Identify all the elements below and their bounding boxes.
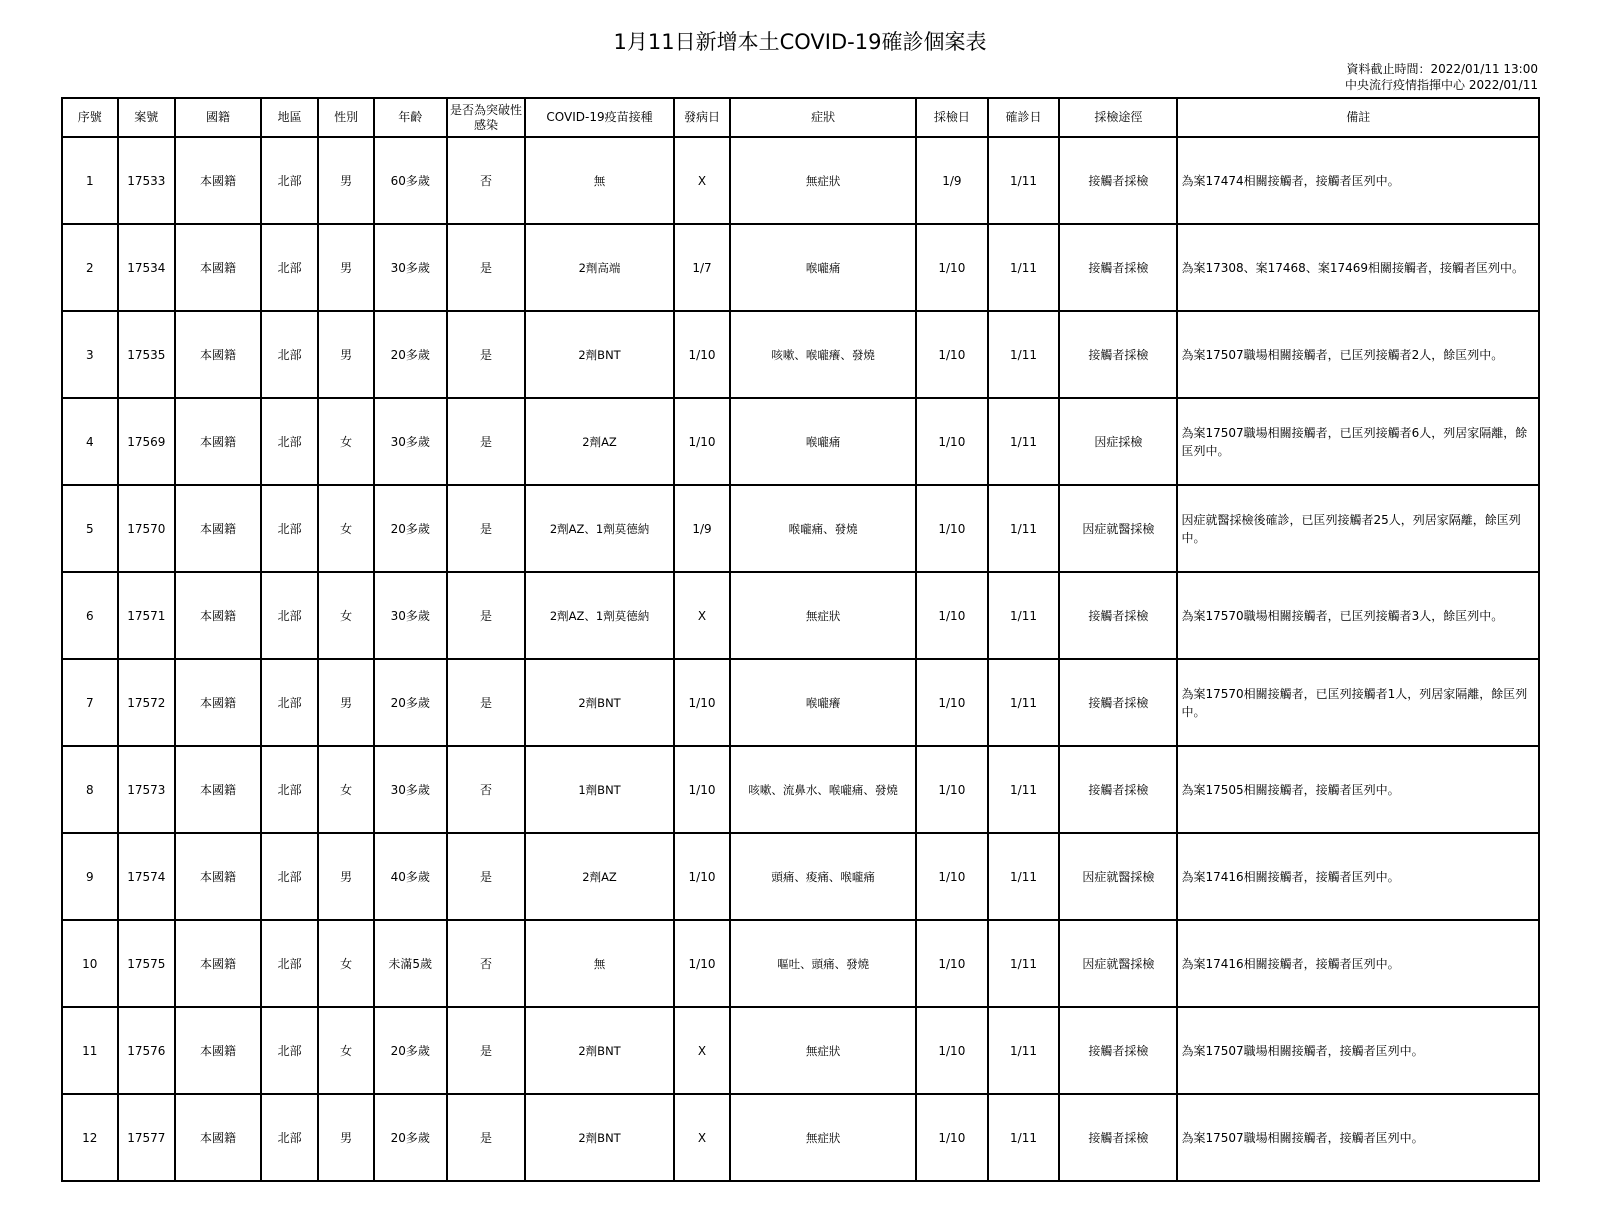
symptoms-cell: 喉嚨痛 <box>730 398 916 485</box>
onset-date-cell: 1/10 <box>674 833 731 920</box>
sampling-date-cell: 1/10 <box>916 398 988 485</box>
header-cell-case-no: 案號 <box>118 98 176 137</box>
region-cell: 北部 <box>261 137 319 224</box>
vaccine-cell: 2劑AZ、1劑莫德納 <box>525 485 673 572</box>
case-no-cell: 17535 <box>118 311 176 398</box>
symptoms-cell: 無症狀 <box>730 572 916 659</box>
vaccine-cell: 2劑高端 <box>525 224 673 311</box>
sampling-date-cell: 1/10 <box>916 572 988 659</box>
symptoms-cell: 喉嚨痛、發燒 <box>730 485 916 572</box>
seq-cell: 7 <box>62 659 118 746</box>
age-cell: 未滿5歲 <box>374 920 447 1007</box>
symptoms-cell: 無症狀 <box>730 1094 916 1181</box>
data-cutoff-text: 資料截止時間：2022/01/11 13:00 <box>1346 62 1538 76</box>
notes-cell: 為案17507職場相關接觸者，已匡列接觸者6人，列居家隔離，餘匡列中。 <box>1177 398 1539 485</box>
confirm-date-cell: 1/11 <box>988 572 1060 659</box>
vaccine-cell: 2劑AZ、1劑莫德納 <box>525 572 673 659</box>
seq-cell: 2 <box>62 224 118 311</box>
symptoms-cell: 嘔吐、頭痛、發燒 <box>730 920 916 1007</box>
seq-cell: 8 <box>62 746 118 833</box>
header-cell-sampling-route: 採檢途徑 <box>1059 98 1177 137</box>
age-cell: 20多歲 <box>374 311 447 398</box>
case-table <box>61 97 1540 1182</box>
notes-cell: 為案17507職場相關接觸者，已匡列接觸者2人，餘匡列中。 <box>1177 311 1539 398</box>
age-cell: 30多歲 <box>374 224 447 311</box>
header-cell-onset-date: 發病日 <box>674 98 731 137</box>
breakthrough-cell: 是 <box>447 485 526 572</box>
sex-cell: 女 <box>318 1007 374 1094</box>
onset-date-cell: X <box>674 1094 731 1181</box>
table-row <box>62 224 1539 311</box>
vaccine-cell: 2劑AZ <box>525 398 673 485</box>
breakthrough-cell: 是 <box>447 833 526 920</box>
sampling-route-cell: 接觸者採檢 <box>1059 746 1177 833</box>
case-no-cell: 17577 <box>118 1094 176 1181</box>
breakthrough-cell: 否 <box>447 746 526 833</box>
sampling-route-cell: 接觸者採檢 <box>1059 1007 1177 1094</box>
case-no-cell: 17576 <box>118 1007 176 1094</box>
age-cell: 20多歲 <box>374 1094 447 1181</box>
sex-cell: 女 <box>318 920 374 1007</box>
breakthrough-cell: 是 <box>447 398 526 485</box>
table-row <box>62 1094 1539 1181</box>
sex-cell: 女 <box>318 485 374 572</box>
onset-date-cell: 1/10 <box>674 920 731 1007</box>
seq-cell: 9 <box>62 833 118 920</box>
header-cell-notes: 備註 <box>1177 98 1539 137</box>
notes-cell: 為案17507職場相關接觸者，接觸者匡列中。 <box>1177 1007 1539 1094</box>
nationality-cell: 本國籍 <box>175 485 261 572</box>
table-row <box>62 137 1539 224</box>
document-meta <box>1345 61 1538 93</box>
vaccine-cell: 2劑BNT <box>525 311 673 398</box>
age-cell: 40多歲 <box>374 833 447 920</box>
confirm-date-cell: 1/11 <box>988 398 1060 485</box>
onset-date-cell: 1/10 <box>674 311 731 398</box>
sampling-route-cell: 接觸者採檢 <box>1059 224 1177 311</box>
vaccine-cell: 無 <box>525 137 673 224</box>
sex-cell: 男 <box>318 137 374 224</box>
notes-cell: 為案17474相關接觸者，接觸者匡列中。 <box>1177 137 1539 224</box>
symptoms-cell: 喉嚨痛 <box>730 224 916 311</box>
sampling-date-cell: 1/10 <box>916 1094 988 1181</box>
age-cell: 30多歲 <box>374 398 447 485</box>
nationality-cell: 本國籍 <box>175 398 261 485</box>
onset-date-cell: X <box>674 572 731 659</box>
age-cell: 30多歲 <box>374 746 447 833</box>
sampling-route-cell: 因症就醫採檢 <box>1059 833 1177 920</box>
nationality-cell: 本國籍 <box>175 572 261 659</box>
header-cell-breakthrough: 是否為突破性感染 <box>447 98 526 137</box>
seq-cell: 4 <box>62 398 118 485</box>
age-cell: 20多歲 <box>374 659 447 746</box>
nationality-cell: 本國籍 <box>175 659 261 746</box>
header-cell-seq: 序號 <box>62 98 118 137</box>
notes-cell: 為案17505相關接觸者，接觸者匡列中。 <box>1177 746 1539 833</box>
case-no-cell: 17574 <box>118 833 176 920</box>
case-no-cell: 17534 <box>118 224 176 311</box>
age-cell: 20多歲 <box>374 1007 447 1094</box>
sex-cell: 男 <box>318 1094 374 1181</box>
notes-cell: 為案17570相關接觸者，已匡列接觸者1人，列居家隔離，餘匡列中。 <box>1177 659 1539 746</box>
confirm-date-cell: 1/11 <box>988 1094 1060 1181</box>
table-row <box>62 920 1539 1007</box>
case-table-body <box>62 137 1539 1181</box>
breakthrough-cell: 否 <box>447 137 526 224</box>
case-no-cell: 17575 <box>118 920 176 1007</box>
notes-cell: 為案17308、案17468、案17469相關接觸者，接觸者匡列中。 <box>1177 224 1539 311</box>
seq-cell: 12 <box>62 1094 118 1181</box>
header-cell-age: 年齡 <box>374 98 447 137</box>
region-cell: 北部 <box>261 1007 319 1094</box>
confirm-date-cell: 1/11 <box>988 1007 1060 1094</box>
onset-date-cell: X <box>674 137 731 224</box>
vaccine-cell: 無 <box>525 920 673 1007</box>
sampling-date-cell: 1/10 <box>916 659 988 746</box>
age-cell: 60多歲 <box>374 137 447 224</box>
breakthrough-cell: 是 <box>447 572 526 659</box>
symptoms-cell: 頭痛、痠痛、喉嚨痛 <box>730 833 916 920</box>
symptoms-cell: 無症狀 <box>730 1007 916 1094</box>
sampling-date-cell: 1/10 <box>916 485 988 572</box>
case-no-cell: 17573 <box>118 746 176 833</box>
region-cell: 北部 <box>261 398 319 485</box>
sampling-date-cell: 1/10 <box>916 1007 988 1094</box>
breakthrough-cell: 是 <box>447 1094 526 1181</box>
seq-cell: 1 <box>62 137 118 224</box>
table-row <box>62 1007 1539 1094</box>
nationality-cell: 本國籍 <box>175 746 261 833</box>
notes-cell: 為案17416相關接觸者，接觸者匡列中。 <box>1177 833 1539 920</box>
table-row <box>62 572 1539 659</box>
case-no-cell: 17572 <box>118 659 176 746</box>
region-cell: 北部 <box>261 485 319 572</box>
nationality-cell: 本國籍 <box>175 1007 261 1094</box>
breakthrough-cell: 否 <box>447 920 526 1007</box>
table-row <box>62 659 1539 746</box>
sex-cell: 女 <box>318 398 374 485</box>
region-cell: 北部 <box>261 572 319 659</box>
region-cell: 北部 <box>261 833 319 920</box>
vaccine-cell: 1劑BNT <box>525 746 673 833</box>
notes-cell: 為案17416相關接觸者，接觸者匡列中。 <box>1177 920 1539 1007</box>
onset-date-cell: X <box>674 1007 731 1094</box>
sampling-date-cell: 1/10 <box>916 920 988 1007</box>
nationality-cell: 本國籍 <box>175 833 261 920</box>
seq-cell: 11 <box>62 1007 118 1094</box>
sampling-route-cell: 接觸者採檢 <box>1059 1094 1177 1181</box>
case-no-cell: 17571 <box>118 572 176 659</box>
sampling-date-cell: 1/10 <box>916 311 988 398</box>
onset-date-cell: 1/10 <box>674 746 731 833</box>
confirm-date-cell: 1/11 <box>988 659 1060 746</box>
symptoms-cell: 喉嚨癢 <box>730 659 916 746</box>
sampling-route-cell: 因症就醫採檢 <box>1059 485 1177 572</box>
table-row <box>62 485 1539 572</box>
vaccine-cell: 2劑BNT <box>525 1094 673 1181</box>
header-cell-symptoms: 症狀 <box>730 98 916 137</box>
region-cell: 北部 <box>261 659 319 746</box>
confirm-date-cell: 1/11 <box>988 833 1060 920</box>
nationality-cell: 本國籍 <box>175 137 261 224</box>
sampling-route-cell: 接觸者採檢 <box>1059 137 1177 224</box>
region-cell: 北部 <box>261 746 319 833</box>
table-row <box>62 311 1539 398</box>
seq-cell: 6 <box>62 572 118 659</box>
vaccine-cell: 2劑AZ <box>525 833 673 920</box>
sampling-date-cell: 1/10 <box>916 224 988 311</box>
header-cell-confirm-date: 確診日 <box>988 98 1060 137</box>
confirm-date-cell: 1/11 <box>988 485 1060 572</box>
sex-cell: 女 <box>318 572 374 659</box>
header-cell-sampling-date: 採檢日 <box>916 98 988 137</box>
seq-cell: 5 <box>62 485 118 572</box>
sampling-date-cell: 1/9 <box>916 137 988 224</box>
notes-cell: 為案17507職場相關接觸者，接觸者匡列中。 <box>1177 1094 1539 1181</box>
nationality-cell: 本國籍 <box>175 920 261 1007</box>
case-no-cell: 17533 <box>118 137 176 224</box>
region-cell: 北部 <box>261 1094 319 1181</box>
vaccine-cell: 2劑BNT <box>525 1007 673 1094</box>
sampling-route-cell: 接觸者採檢 <box>1059 659 1177 746</box>
breakthrough-cell: 是 <box>447 224 526 311</box>
symptoms-cell: 咳嗽、喉嚨癢、發燒 <box>730 311 916 398</box>
confirm-date-cell: 1/11 <box>988 920 1060 1007</box>
breakthrough-cell: 是 <box>447 1007 526 1094</box>
confirm-date-cell: 1/11 <box>988 224 1060 311</box>
seq-cell: 10 <box>62 920 118 1007</box>
sampling-date-cell: 1/10 <box>916 833 988 920</box>
breakthrough-cell: 是 <box>447 311 526 398</box>
sampling-route-cell: 因症採檢 <box>1059 398 1177 485</box>
header-cell-region: 地區 <box>261 98 319 137</box>
symptoms-cell: 無症狀 <box>730 137 916 224</box>
header-cell-nationality: 國籍 <box>175 98 261 137</box>
table-row <box>62 746 1539 833</box>
page-title: 1月11日新增本土COVID-19確診個案表 <box>613 30 987 54</box>
region-cell: 北部 <box>261 224 319 311</box>
sampling-route-cell: 因症就醫採檢 <box>1059 920 1177 1007</box>
header-row <box>62 98 1539 137</box>
nationality-cell: 本國籍 <box>175 224 261 311</box>
onset-date-cell: 1/9 <box>674 485 731 572</box>
sex-cell: 男 <box>318 833 374 920</box>
notes-cell: 為案17570職場相關接觸者，已匡列接觸者3人，餘匡列中。 <box>1177 572 1539 659</box>
onset-date-cell: 1/10 <box>674 398 731 485</box>
sex-cell: 男 <box>318 224 374 311</box>
seq-cell: 3 <box>62 311 118 398</box>
breakthrough-cell: 是 <box>447 659 526 746</box>
notes-cell: 因症就醫採檢後確診，已匡列接觸者25人，列居家隔離，餘匡列中。 <box>1177 485 1539 572</box>
sex-cell: 男 <box>318 659 374 746</box>
symptoms-cell: 咳嗽、流鼻水、喉嚨痛、發燒 <box>730 746 916 833</box>
vaccine-cell: 2劑BNT <box>525 659 673 746</box>
region-cell: 北部 <box>261 311 319 398</box>
nationality-cell: 本國籍 <box>175 311 261 398</box>
case-no-cell: 17569 <box>118 398 176 485</box>
age-cell: 20多歲 <box>374 485 447 572</box>
source-text: 中央流行疫情指揮中心 2022/01/11 <box>1345 78 1538 92</box>
confirm-date-cell: 1/11 <box>988 746 1060 833</box>
table-row <box>62 398 1539 485</box>
age-cell: 30多歲 <box>374 572 447 659</box>
region-cell: 北部 <box>261 920 319 1007</box>
sex-cell: 女 <box>318 746 374 833</box>
confirm-date-cell: 1/11 <box>988 137 1060 224</box>
confirm-date-cell: 1/11 <box>988 311 1060 398</box>
onset-date-cell: 1/7 <box>674 224 731 311</box>
case-no-cell: 17570 <box>118 485 176 572</box>
sampling-date-cell: 1/10 <box>916 746 988 833</box>
table-row <box>62 833 1539 920</box>
sex-cell: 男 <box>318 311 374 398</box>
header-cell-vaccine: COVID-19疫苗接種 <box>525 98 673 137</box>
header-cell-sex: 性別 <box>318 98 374 137</box>
sampling-route-cell: 接觸者採檢 <box>1059 572 1177 659</box>
sampling-route-cell: 接觸者採檢 <box>1059 311 1177 398</box>
nationality-cell: 本國籍 <box>175 1094 261 1181</box>
onset-date-cell: 1/10 <box>674 659 731 746</box>
